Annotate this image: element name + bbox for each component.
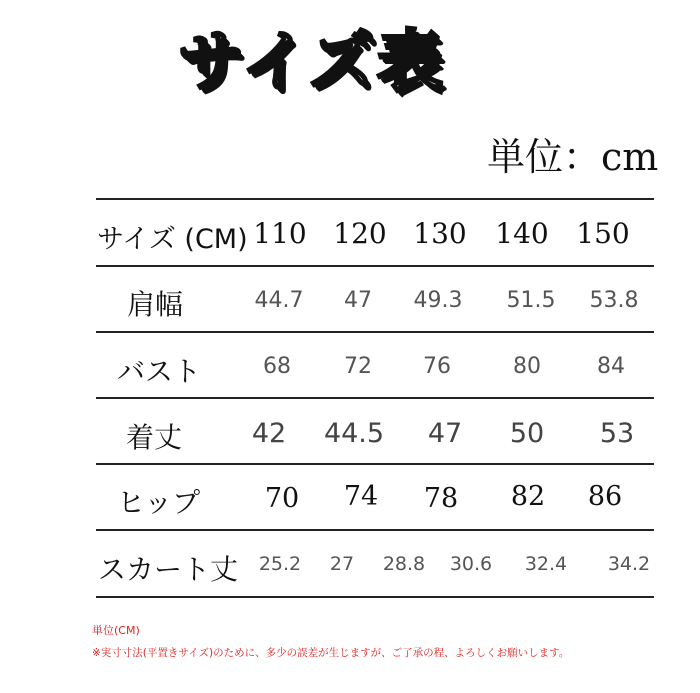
table-cell: 44.5	[323, 418, 385, 449]
table-cell: 47	[427, 418, 463, 449]
table-cell: 68	[263, 354, 291, 379]
header-size: 110	[253, 217, 307, 250]
table-cell: 51.5	[506, 288, 556, 313]
table-cell: 76	[423, 354, 451, 379]
row-label: 肩幅	[127, 288, 184, 321]
table-cell: 72	[344, 354, 372, 379]
header-size: 130	[413, 217, 467, 250]
table-row	[0, 270, 700, 330]
table-cell: 84	[597, 354, 625, 379]
table-cell: 25.2	[258, 553, 302, 575]
table-cell: 44.7	[254, 288, 304, 313]
table-cell: 70	[264, 483, 300, 514]
header-size: 120	[333, 217, 387, 250]
table-cell: 30.6	[449, 553, 493, 575]
table-cell: 27	[329, 553, 355, 575]
row-divider	[96, 397, 654, 399]
table-cell: 78	[423, 483, 459, 514]
table-row	[0, 402, 700, 462]
table-cell: 34.2	[607, 553, 651, 575]
table-header-row	[0, 205, 700, 265]
table-row	[0, 534, 700, 594]
table-cell: 42	[251, 418, 287, 449]
table-row	[0, 336, 700, 396]
row-label: 着丈	[126, 421, 183, 454]
header-size: 150	[576, 217, 630, 250]
row-label: ヒップ	[117, 486, 201, 519]
header-size: 140	[495, 217, 549, 250]
table-cell: 32.4	[524, 553, 568, 575]
table-cell: 80	[513, 354, 541, 379]
row-divider	[96, 529, 654, 531]
table-row	[0, 468, 700, 528]
header-label: サイズ (CM)	[97, 224, 248, 255]
table-cell: 47	[344, 288, 372, 313]
table-bottom-border	[96, 596, 654, 598]
unit-note: 単位(CM)	[92, 624, 140, 637]
table-cell: 86	[587, 481, 623, 512]
row-label: スカート丈	[98, 553, 239, 586]
row-divider	[96, 265, 654, 267]
table-cell: 53.8	[589, 288, 639, 313]
page-title: サイズ表	[178, 23, 445, 100]
table-cell: 28.8	[382, 553, 426, 575]
row-divider	[96, 463, 654, 465]
table-cell: 49.3	[413, 288, 463, 313]
row-divider	[96, 331, 654, 333]
disclaimer-note: ※実寸寸法(平置きサイズ)のために、多少の誤差が生じますが、ご了承の程、よろしくお願いします。	[92, 647, 570, 659]
table-cell: 50	[509, 418, 545, 449]
table-cell: 74	[343, 481, 379, 512]
unit-label: 単位：cm	[487, 135, 659, 179]
row-label: バスト	[117, 355, 202, 388]
table-cell: 53	[599, 418, 635, 449]
table-top-border	[96, 198, 654, 200]
table-cell: 82	[510, 481, 546, 512]
